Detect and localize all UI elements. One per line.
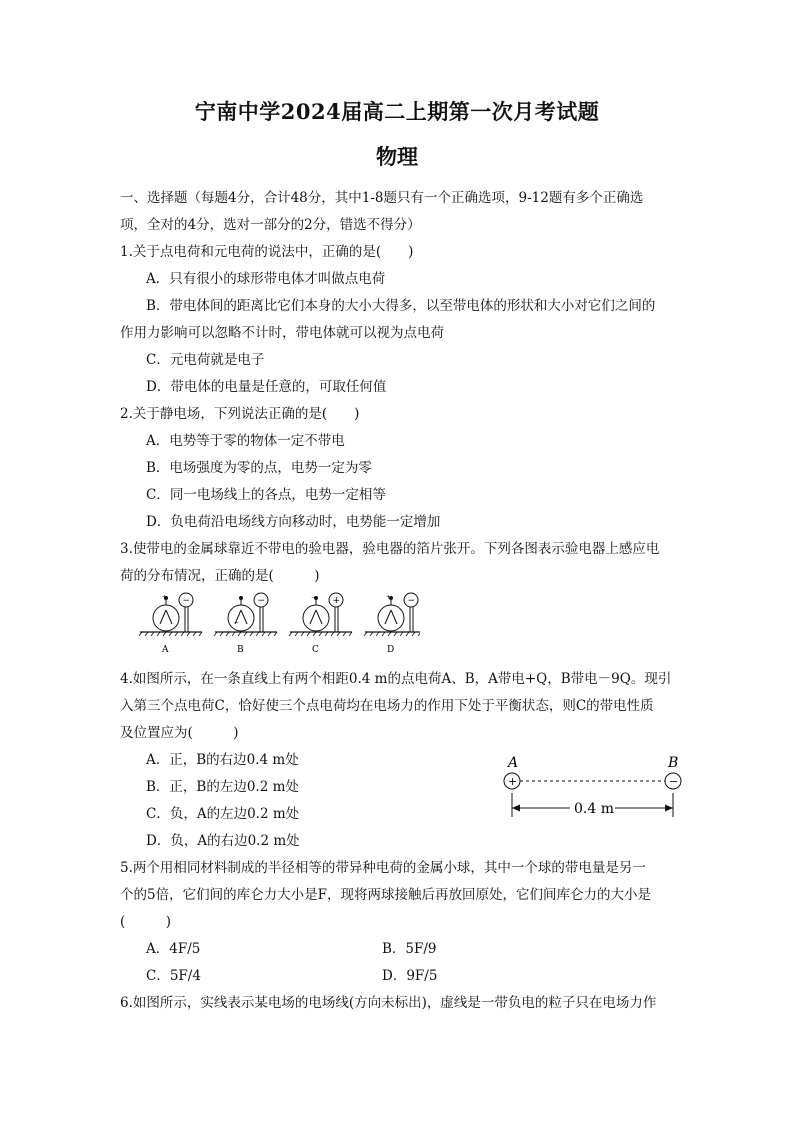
svg-text:+: +	[162, 594, 168, 601]
svg-text:−: −	[234, 619, 240, 626]
q6-stem-line1: 6.如图所示，实线表示某电场的电场线(方向未标出)，虚线是一带负电的粒子只在电场力作	[120, 995, 657, 1011]
electroscope-figure-svg	[120, 590, 420, 666]
q4-stem-line1: 4.如图所示，在一条直线上有两个相距0.4 m的点电荷A、B，A带电+Q，B带电－9Q。现引	[120, 671, 672, 687]
q4-charges-svg	[500, 753, 690, 825]
electroscope-figure-b	[214, 593, 277, 655]
q4-option-a: A．正，B的右边0.4 m处	[146, 752, 299, 768]
q3-stem-line2: 荷的分布情况，正确的是( )	[120, 568, 320, 584]
charge-label-b: B	[668, 755, 679, 771]
q4-stem-line2: 入第三个点电荷C，恰好使三个点电荷均在电场力的作用下处于平衡状态，则C的带电性质	[120, 698, 654, 714]
exam-title: 宁南中学2024届高二上期第一次月考试题	[194, 99, 600, 124]
q1-option-d: D．带电体的电量是任意的，可取任何值	[146, 379, 387, 395]
q2-option-c: C．同一电场线上的各点，电势一定相等	[146, 487, 386, 503]
q1-option-a: A．只有很小的球形带电体才叫做点电荷	[146, 271, 386, 287]
charge-label-a: A	[508, 755, 519, 771]
electroscope-ball-sign-a: −	[182, 596, 191, 606]
electroscope-ball-sign-d: −	[407, 596, 416, 606]
q3-electroscope-figures	[120, 590, 680, 666]
q2-option-b: B．电场强度为零的点，电势一定为零	[146, 460, 372, 476]
q4-option-d: D．负，A的右边0.2 m处	[146, 833, 300, 849]
q4-option-c: C．负，A的左边0.2 m处	[146, 806, 300, 822]
electroscope-ball-sign-b: −	[257, 596, 266, 606]
charge-a-sign: +	[508, 775, 518, 788]
exam-subject: 物理	[376, 144, 418, 169]
q5-stem-line1: 5.两个用相同材料制成的半径相等的带异种电荷的金属小球，其中一个球的带电量是另一	[120, 860, 646, 876]
distance-label: 0.4 m	[574, 801, 614, 817]
electroscope-figure-c	[289, 593, 352, 655]
electroscope-label-b: B	[237, 645, 244, 655]
q5-option-d: D．9F/5	[382, 968, 438, 984]
q1-option-b-line2: 作用力影响可以忽略不计时，带电体就可以视为点电荷	[120, 325, 444, 341]
q5-option-a: A．4F/5	[146, 941, 201, 957]
exam-content	[120, 185, 680, 1017]
electroscope-label-d: D	[387, 645, 395, 655]
q1-stem: 1.关于点电荷和元电荷的说法中，正确的是( )	[120, 244, 414, 260]
q2-option-a: A．电势等于零的物体一定不带电	[146, 433, 345, 449]
q2-stem: 2.关于静电场，下列说法正确的是( )	[120, 406, 360, 422]
q2-option-d: D．负电荷沿电场线方向移动时，电势能一定增加	[146, 514, 441, 530]
q3-stem-line1: 3.使带电的金属球靠近不带电的验电器，验电器的箔片张开。下列各图表示验电器上感应电	[120, 541, 660, 557]
q1-option-c: C．元电荷就是电子	[146, 352, 265, 368]
q4-option-b: B．正，B的左边0.2 m处	[146, 779, 299, 795]
electroscope-ball-sign-c: +	[332, 596, 341, 606]
q5-options-row2	[120, 963, 680, 990]
section-heading-line1: 一、选择题（每题4分，合计48分，其中1-8题只有一个正确选项，9-12题有多个正确选	[120, 190, 644, 206]
q5-options-row1	[120, 936, 680, 963]
q5-stem-line3: ( )	[120, 914, 172, 930]
q4-stem-line3: 及位置应为( )	[120, 725, 239, 741]
svg-text:+: +	[386, 594, 392, 601]
charge-b-sign: −	[669, 775, 679, 788]
q5-option-c: C．5F/4	[146, 968, 201, 984]
electroscope-figure-a	[139, 593, 202, 655]
electroscope-label-a: A	[162, 645, 169, 655]
electroscope-label-c: C	[312, 645, 319, 655]
svg-text:−: −	[311, 594, 317, 601]
section-heading-line2: 项，全对的4分，选对一部分的2分，错选不得分）	[120, 217, 421, 233]
q4-charges-figure	[500, 753, 690, 829]
q5-option-b: B．5F/9	[382, 941, 437, 957]
electroscope-figure-d	[364, 593, 420, 655]
q5-stem-line2: 个的5倍，它们间的库仑力大小是F，现将两球接触后再放回原处，它们间库仑力的大小是	[120, 887, 651, 903]
q1-option-b-line1: B．带电体间的距离比它们本身的大小大得多，以至带电体的形状和大小对它们之间的	[146, 298, 656, 314]
